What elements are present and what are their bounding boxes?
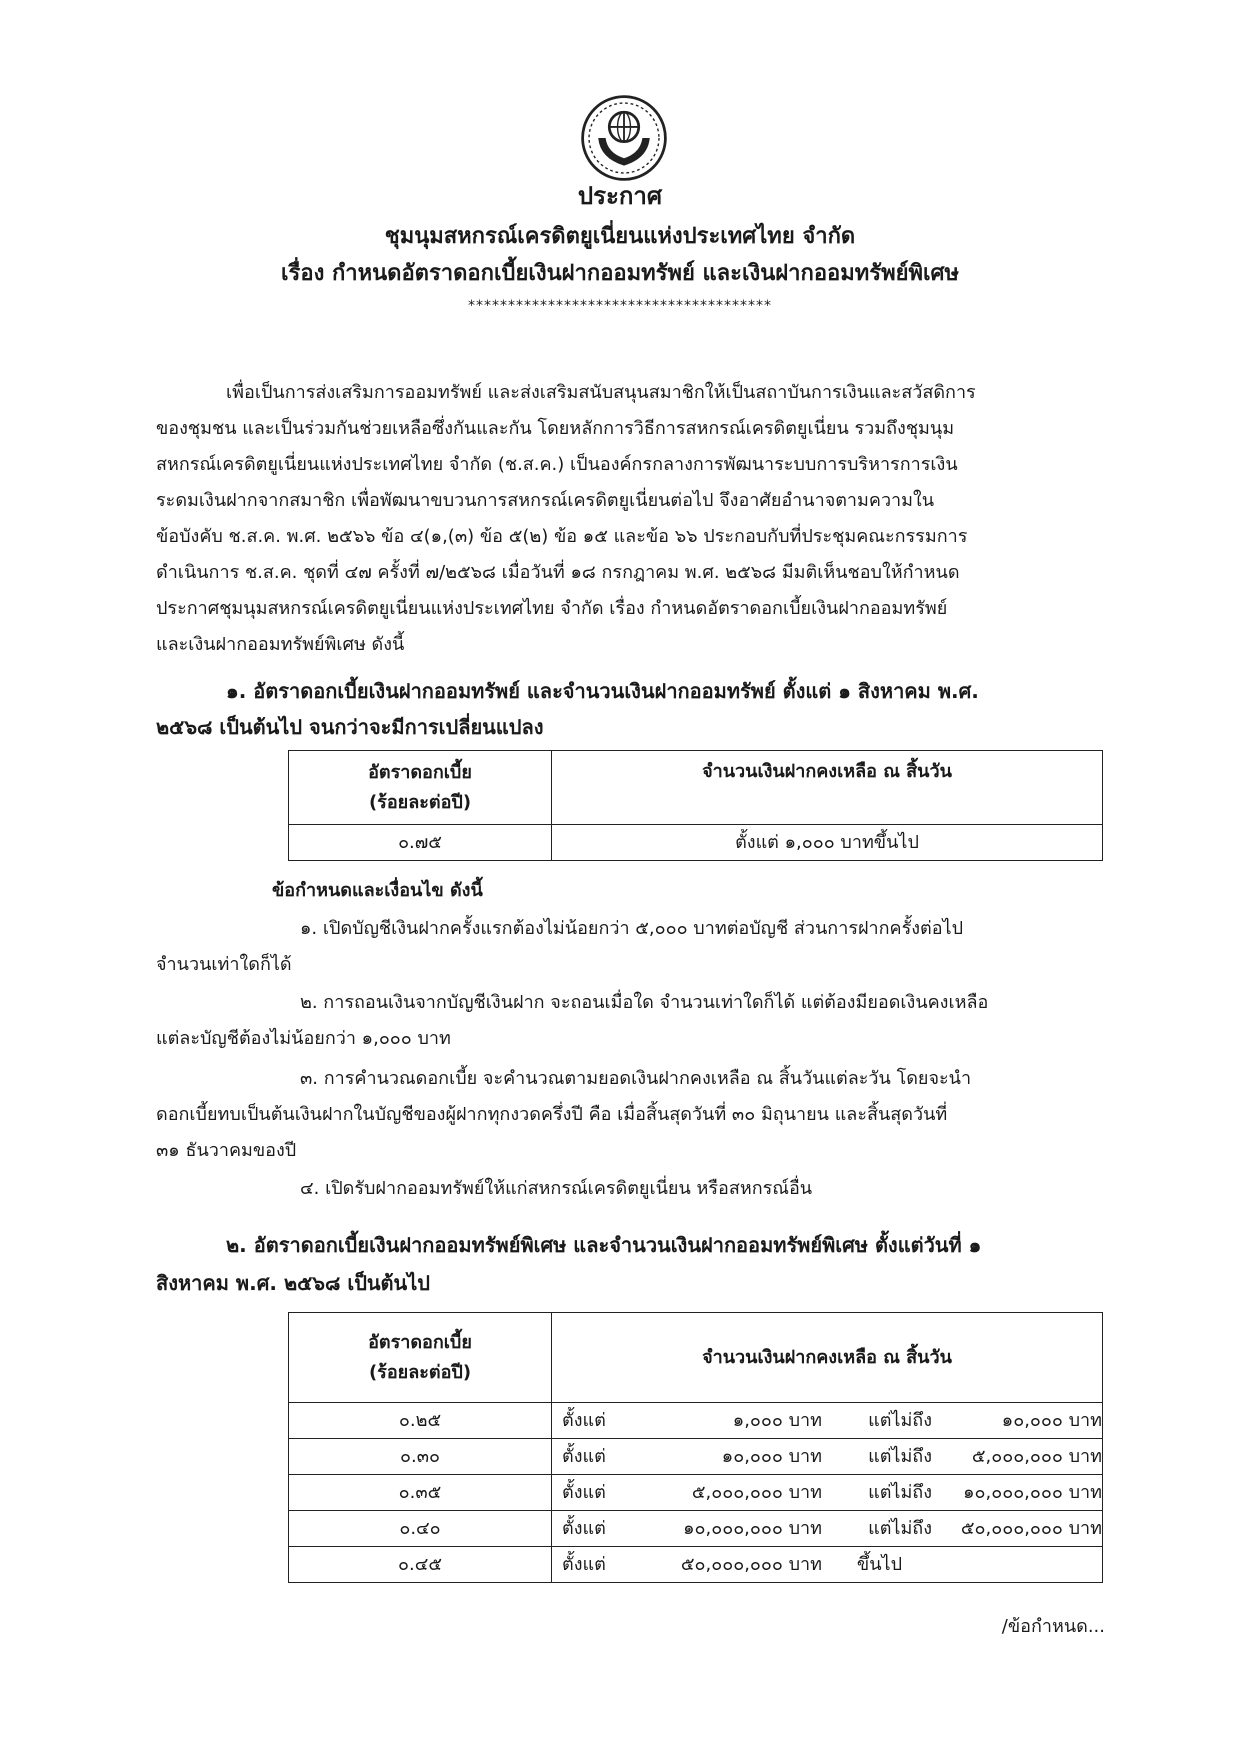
emblem-logo [578,92,670,184]
table-header-amount: จำนวนเงินฝากคงเหลือ ณ สิ้นวัน [552,1313,1103,1403]
separator: ************************************** [468,298,772,314]
table-row [289,1403,1103,1439]
section2-heading: สิงหาคม พ.ศ. ๒๕๖๘ เป็นต้นไป [156,1271,430,1295]
section1-heading: ๒๕๖๘ เป็นต้นไป จนกว่าจะมีการเปลี่ยนแปลง [156,715,544,739]
from-amount: ๑๐,๐๐๐,๐๐๐ บาท [683,1517,822,1539]
table-header-rate: อัตราดอกเบี้ย (ร้อยละต่อปี) [289,1313,552,1403]
continuation-note: /ข้อกำหนด... [1001,1616,1105,1637]
conditions-title: ข้อกำหนดและเงื่อนไข ดังนี้ [272,880,483,901]
table-row [289,825,1103,861]
intro-line: เพื่อเป็นการส่งเสริมการออมทรัพย์ และส่งเสริมสนับสนุนสมาชิกให้เป็นสถาบันการเงินและสวัสดิการ [226,382,976,403]
rate-cell: ๐.๗๕ [289,825,552,861]
rate-cell: ๐.๓๐ [289,1439,552,1475]
from-amount: ๑๐,๐๐๐ บาท [721,1445,822,1467]
to-label: ขึ้นไป [856,1553,902,1575]
condition-2: ๒. การถอนเงินจากบัญชีเงินฝาก จะถอนเมื่อใด จำนวนเท่าใดก็ได้ แต่ต้องมียอดเงินคงเหลือ [300,992,989,1013]
rate-cell: ๐.๔๐ [289,1511,552,1547]
to-label: แต่ไม่ถึง [868,1517,932,1539]
from-label: ตั้งแต่ [562,1409,606,1431]
condition-3-cont: ดอกเบี้ยทบเป็นต้นเงินฝากในบัญชีของผู้ฝากทุกงวดครึ่งปี คือ เมื่อสิ้นสุดวันที่ ๓๐ มิถุนายน และสิ้นสุดวันที่ [156,1104,948,1125]
to-label: แต่ไม่ถึง [868,1409,932,1431]
rate-cell: ๐.๔๕ [289,1547,552,1583]
to-amount: ๑๐,๐๐๐ บาท [1001,1409,1102,1431]
from-amount: ๕๐,๐๐๐,๐๐๐ บาท [680,1553,822,1575]
intro-line: ดำเนินการ ช.ส.ค. ชุดที่ ๔๗ ครั้งที่ ๗/๒๕๖๘ เมื่อวันที่ ๑๘ กรกฎาคม พ.ศ. ๒๕๖๘ มีมติเห็นชอบให้กำหนด [156,562,960,583]
from-label: ตั้งแต่ [562,1553,606,1575]
condition-1: ๑. เปิดบัญชีเงินฝากครั้งแรกต้องไม่น้อยกว่า ๕,๐๐๐ บาทต่อบัญชี ส่วนการฝากครั้งต่อไป [300,918,964,939]
intro-line: ข้อบังคับ ช.ส.ค. พ.ศ. ๒๕๖๖ ข้อ ๔(๑,(๓) ข้อ ๕(๒) ข้อ ๑๕ และข้อ ๖๖ ประกอบกับที่ประชุมคณะกรรมการ [156,526,968,547]
org-name: ชุมนุมสหกรณ์เครดิตยูเนี่ยนแห่งประเทศไทย จำกัด [384,224,856,249]
table-header-amount: จำนวนเงินฝากคงเหลือ ณ สิ้นวัน [552,751,1103,825]
from-label: ตั้งแต่ [562,1481,606,1503]
rate-cell: ๐.๓๕ [289,1475,552,1511]
intro-line: ระดมเงินฝากจากสมาชิก เพื่อพัฒนาขบวนการสหกรณ์เครดิตยูเนี่ยนต่อไป จึงอาศัยอำนาจตามความใน [156,490,935,511]
to-amount: ๑๐,๐๐๐,๐๐๐ บาท [963,1481,1102,1503]
condition-3: ๓. การคำนวณดอกเบี้ย จะคำนวณตามยอดเงินฝากคงเหลือ ณ สิ้นวันแต่ละวัน โดยจะนำ [300,1068,972,1089]
condition-2-cont: แต่ละบัญชีต้องไม่น้อยกว่า ๑,๐๐๐ บาท [156,1028,451,1049]
to-amount: ๕,๐๐๐,๐๐๐ บาท [971,1445,1102,1467]
from-amount: ๑,๐๐๐ บาท [732,1409,822,1431]
to-label: แต่ไม่ถึง [868,1445,932,1467]
from-label: ตั้งแต่ [562,1517,606,1539]
table-row [289,1547,1103,1583]
rate-table-1 [288,750,1103,861]
intro-line: ของชุมชน และเป็นร่วมกันช่วยเหลือซึ่งกันและกัน โดยหลักการวิธีการสหกรณ์เครดิตยูเนี่ยน รวมถึงชุมนุม [156,418,955,439]
condition-1-cont: จำนวนเท่าใดก็ได้ [156,954,292,975]
condition-4: ๔. เปิดรับฝากออมทรัพย์ให้แก่สหกรณ์เครดิตยูเนี่ยน หรือสหกรณ์อื่น [300,1178,813,1199]
section1-heading: ๑. อัตราดอกเบี้ยเงินฝากออมทรัพย์ และจำนวนเงินฝากออมทรัพย์ ตั้งแต่ ๑ สิงหาคม พ.ศ. [226,679,979,703]
table-row [289,1475,1103,1511]
to-label: แต่ไม่ถึง [868,1481,932,1503]
rate-cell: ๐.๒๕ [289,1403,552,1439]
doc-title: ประกาศ [577,182,663,210]
table-row [289,1439,1103,1475]
rate-table-2 [288,1312,1103,1583]
intro-line: สหกรณ์เครดิตยูเนี่ยนแห่งประเทศไทย จำกัด (ช.ส.ค.) เป็นองค์กรกลางการพัฒนาระบบการบริหารการเงิน [156,454,958,475]
intro-line: และเงินฝากออมทรัพย์พิเศษ ดังนี้ [156,634,405,655]
intro-line: ประกาศชุมนุมสหกรณ์เครดิตยูเนี่ยนแห่งประเทศไทย จำกัด เรื่อง กำหนดอัตราดอกเบี้ยเงินฝากออมทรัพย์ [156,598,948,619]
from-amount: ๕,๐๐๐,๐๐๐ บาท [691,1481,822,1503]
from-label: ตั้งแต่ [562,1445,606,1467]
section2-heading: ๒. อัตราดอกเบี้ยเงินฝากออมทรัพย์พิเศษ และจำนวนเงินฝากออมทรัพย์พิเศษ ตั้งแต่วันที่ ๑ [226,1233,982,1257]
condition-3-cont: ๓๑ ธันวาคมของปี [156,1140,297,1161]
doc-subject: เรื่อง กำหนดอัตราดอกเบี้ยเงินฝากออมทรัพย์ และเงินฝากออมทรัพย์พิเศษ [281,261,959,286]
amount-cell: ตั้งแต่ ๑,๐๐๐ บาทขึ้นไป [552,825,1103,861]
table-header-rate: อัตราดอกเบี้ย (ร้อยละต่อปี) [289,751,552,825]
table-row [289,1511,1103,1547]
to-amount: ๕๐,๐๐๐,๐๐๐ บาท [960,1517,1102,1539]
